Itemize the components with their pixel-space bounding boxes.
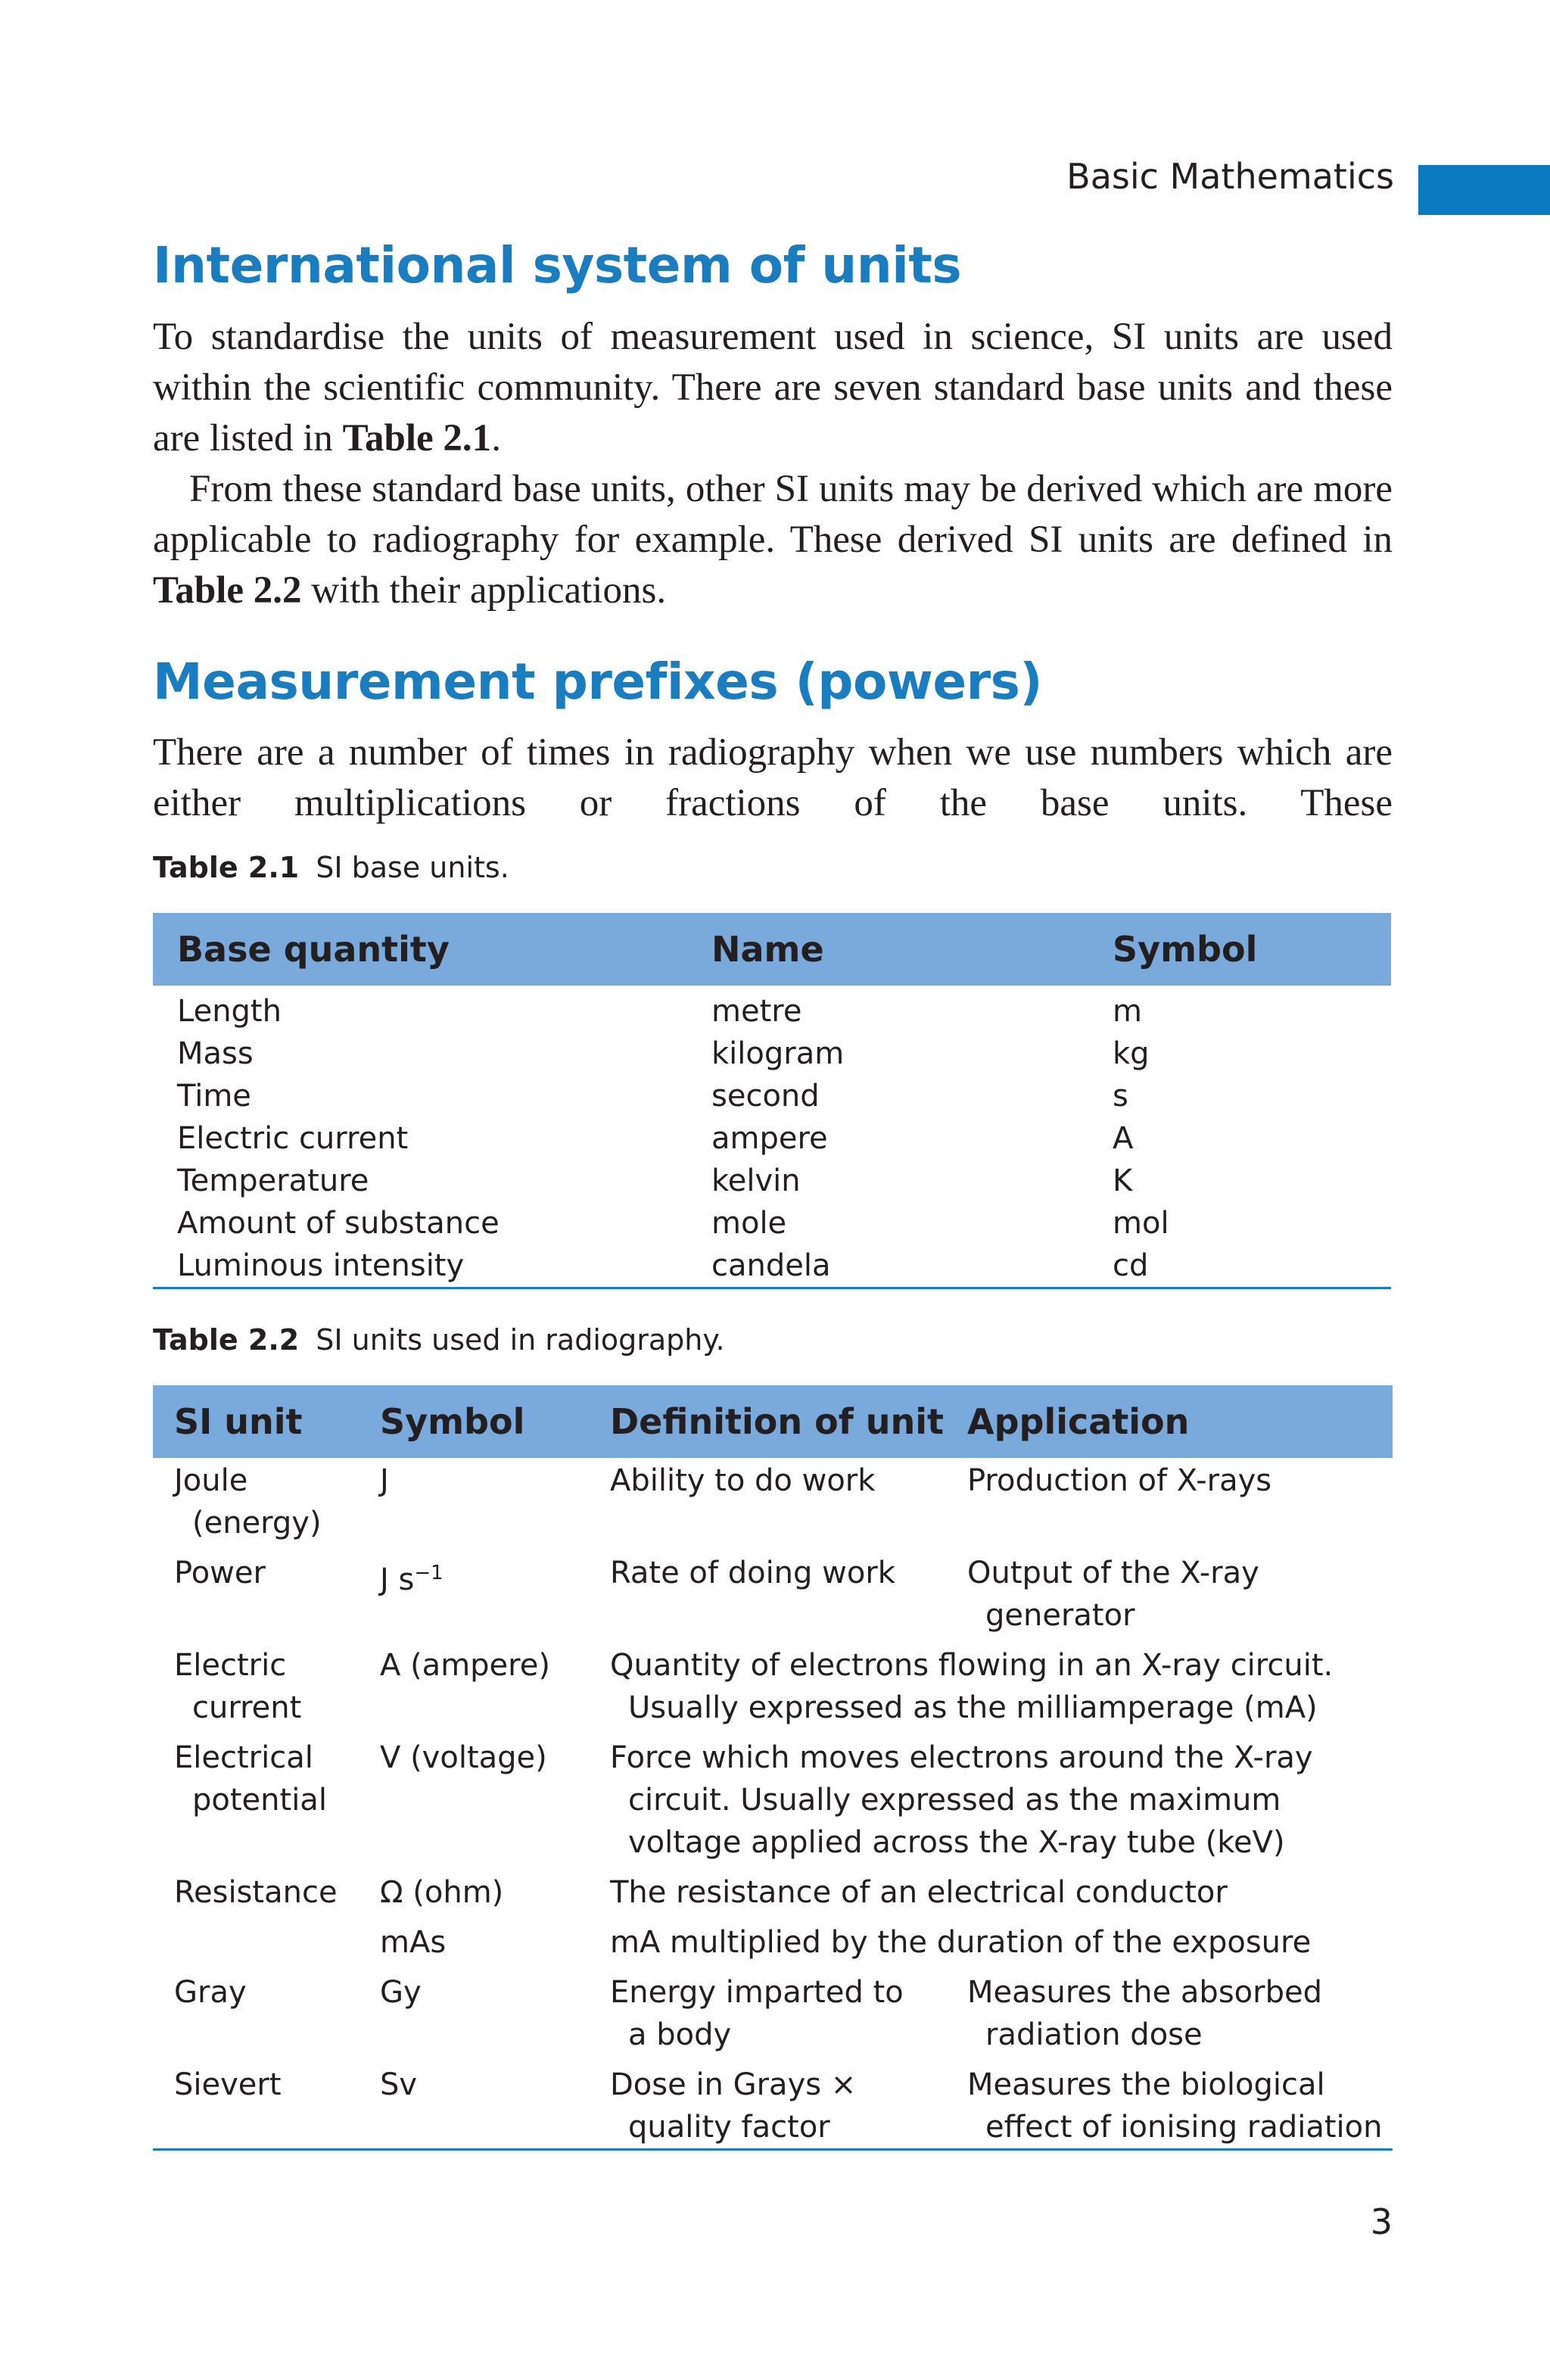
table-row — [153, 1644, 1393, 1737]
application-cell: Production of X-rays — [967, 1463, 1272, 1498]
table-label: Table 2.2 — [153, 1323, 300, 1357]
definition-cell: The resistance of an electrical conductor — [610, 1875, 1228, 1910]
definition-cell: Ability to do work — [610, 1463, 876, 1498]
table-cell: s — [1113, 1079, 1128, 1114]
table-row — [153, 1458, 1393, 1552]
application-cell: Measures the biological effect of ionising radiation — [967, 2067, 1383, 2145]
table-cell: m — [1113, 994, 1142, 1029]
table-cell: mole — [711, 1206, 787, 1241]
table-header-row — [153, 913, 1391, 986]
table-cell: Amount of substance — [177, 1206, 500, 1241]
application-cell: Measures the absorbed radiation dose — [967, 1975, 1322, 2052]
table-row — [153, 1921, 1393, 1971]
column-header: Base quantity — [153, 913, 711, 986]
table-cell: kelvin — [711, 1164, 801, 1198]
symbol-cell: Sv — [380, 2064, 610, 2150]
si-unit-cell: Resistance — [174, 1875, 338, 1910]
table-row — [153, 1117, 1391, 1160]
table-cell: second — [711, 1079, 820, 1114]
table-si-units-radiography — [153, 1385, 1393, 2151]
symbol-cell: J — [380, 1463, 389, 1498]
definition-cell: mA multiplied by the duration of the exposure — [610, 1925, 1312, 1960]
table-row — [153, 1202, 1391, 1245]
chapter-tab-marker — [1418, 165, 1550, 215]
table-row — [153, 1871, 1393, 1921]
paragraph-text: From these standard base units, other SI units may be derived which are more applicable to radiography for example. These derived SI units are defined in — [153, 468, 1393, 561]
definition-cell: Quantity of electrons flowing in an X-ray circuit. Usually expressed as the milliamperage (mA) — [610, 1648, 1334, 1725]
table-cell: metre — [711, 994, 802, 1029]
column-header: Name — [711, 913, 1113, 986]
table-si-base-units — [153, 913, 1391, 1289]
table-row — [153, 1971, 1393, 2064]
si-unit-cell: Joule (energy) — [174, 1463, 322, 1540]
table-caption-text: SI base units. — [316, 851, 509, 884]
table-header-row — [153, 1385, 1393, 1458]
table-cell: Luminous intensity — [153, 1245, 711, 1288]
symbol-cell: A (ampere) — [380, 1648, 550, 1683]
table-cell: cd — [1113, 1245, 1391, 1288]
application-cell: Output of the X-ray generator — [967, 1556, 1259, 1633]
paragraph-derived-units — [153, 464, 1393, 616]
table-cell: kilogram — [711, 1036, 845, 1071]
running-head: Basic Mathematics — [1066, 156, 1394, 197]
table-cell: Time — [177, 1079, 251, 1114]
paragraph-prefixes: There are a number of times in radiography when we use numbers which are either multiplications or fractions of the base units. These — [153, 731, 1393, 824]
table-row — [153, 1160, 1391, 1202]
table-row — [153, 1552, 1393, 1644]
table-cell: Length — [177, 994, 282, 1029]
definition-cell: Force which moves electrons around the X-ray circuit. Usually expressed as the maximum voltage applied across the X-ray tube (keV) — [610, 1740, 1313, 1860]
table-caption-2-2 — [153, 1323, 725, 1357]
table-cell: Temperature — [177, 1164, 369, 1198]
table-cell: candela — [711, 1245, 1113, 1288]
table-row — [153, 1033, 1391, 1075]
si-unit-cell: Sievert — [174, 2067, 282, 2102]
si-unit-cell: Gray — [174, 1975, 247, 2010]
symbol-superscript: −1 — [414, 1562, 444, 1584]
column-header: Definition of unit — [610, 1385, 967, 1458]
table-row — [153, 1075, 1391, 1117]
table-cell: K — [1113, 1164, 1133, 1198]
paragraph-text: with their applications. — [301, 569, 667, 612]
column-header: Symbol — [1113, 913, 1391, 986]
si-unit-cell: Electric current — [174, 1648, 302, 1725]
paragraph-text: To standardise the units of measurement used in science, SI units are used within the scientific community. There are seven standard base units and these are listed in — [153, 316, 1393, 459]
definition-cell: Energy imparted to a body — [610, 1975, 904, 2052]
symbol-cell: Ω (ohm) — [380, 1875, 504, 1910]
column-header: Application — [967, 1385, 1393, 1458]
table-cell: Electric current — [177, 1121, 409, 1156]
table-cell: ampere — [711, 1121, 828, 1156]
table-reference: Table 2.1 — [342, 417, 492, 459]
page-number: 3 — [1370, 2201, 1393, 2242]
paragraph-si-intro — [153, 312, 1393, 464]
symbol-cell: mAs — [380, 1925, 447, 1960]
symbol-cell: Gy — [380, 1975, 422, 2010]
section-heading-si-units: International system of units — [153, 236, 962, 294]
table-caption-2-1 — [153, 851, 509, 884]
table-cell: mol — [1113, 1206, 1169, 1241]
column-header: Symbol — [380, 1385, 610, 1458]
column-header: SI unit — [153, 1385, 380, 1458]
si-unit-cell: Power — [174, 1556, 266, 1590]
table-label: Table 2.1 — [153, 851, 300, 884]
table-row — [153, 1245, 1391, 1288]
table-row — [153, 986, 1391, 1033]
table-row — [153, 2064, 1393, 2150]
section-heading-prefixes: Measurement prefixes (powers) — [153, 653, 1043, 711]
symbol-cell: V (voltage) — [380, 1740, 547, 1775]
table-cell: Mass — [177, 1036, 254, 1071]
symbol-cell — [380, 1552, 610, 1644]
table-reference: Table 2.2 — [153, 569, 302, 612]
definition-cell: Dose in Grays × quality factor — [610, 2067, 857, 2145]
table-cell: A — [1113, 1121, 1134, 1156]
si-unit-cell: Electrical potential — [174, 1740, 327, 1818]
symbol-base: J s — [380, 1562, 415, 1597]
table-cell: kg — [1113, 1036, 1150, 1071]
definition-cell: Rate of doing work — [610, 1556, 895, 1590]
table-row — [153, 1737, 1393, 1871]
table-caption-text: SI units used in radiography. — [316, 1323, 725, 1357]
paragraph-text: . — [491, 417, 501, 459]
